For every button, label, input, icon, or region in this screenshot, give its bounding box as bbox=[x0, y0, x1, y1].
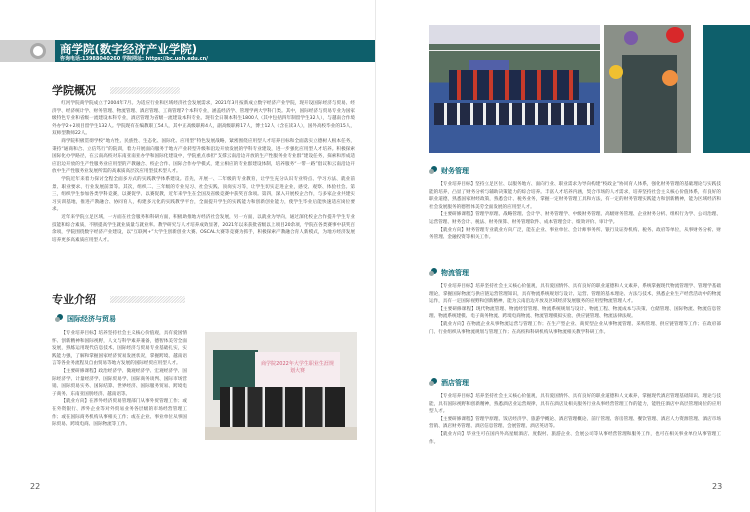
heading-decoration bbox=[110, 296, 185, 303]
bullet-icon bbox=[429, 268, 437, 276]
paragraph: 【专业培养目标】培养坚持社会主义核心价值观，具有爱国情怀、具有良好的职业道德和人文素养，掌握现代酒店管理基础知识、理论与技能，具有国际视野和创新精神，熟悉酒店业运营规律，具有在酒店及相关服务行业从事经营管理工作的能力，能胜任酒店中高层管理岗位的应用型人才。 bbox=[429, 394, 721, 415]
intl-trade-text bbox=[52, 330, 187, 429]
hotel-text bbox=[429, 393, 721, 446]
page-number-left: 22 bbox=[30, 482, 41, 491]
bullet-icon bbox=[429, 378, 437, 386]
paragraph: 【主要研修课程】管理学原理、饭店经济学、旅游学概论、酒店管理概论、前厅管理、客房管理、餐饮管理、酒店人力资源管理、酒店市场营销、酒店财务管理、酒店信息管理、会展管理、酒店英语等。 bbox=[429, 416, 721, 430]
overview-text bbox=[52, 100, 355, 244]
major-title-hotel bbox=[429, 378, 469, 388]
paragraph: 【主要研修课程】政治经济学、微观经济学、宏观经济学、国际经济学、计量经济学、国际贸易学、国际商务谈判、国际市场营销、国际贸易实务、国际结算、世界经济、国际服务贸易、跨境电子商务、东南亚国别经济、越南语等。 bbox=[52, 368, 187, 397]
volleyball-team-photo bbox=[429, 25, 600, 153]
header-gray-band bbox=[0, 40, 55, 62]
paragraph: 近年来学院立足区域，一方面在社会服务和科研方面，积极助推地方经济社会发展，另一方面，以就业为导向，通过深化校企合作提升学生专业技能和综合素质，不断提高学生就业质量与就业率。教学研究与人才培养成效显著，2021年以来获批省级以上项目20余项，学院在各类赛事中获奖百余项，学院围绕数字经济产业建设，以“互联网+”大学生创新创业大赛、OSCAL大赛等竞赛为抓手，积极探索产教融合育人新模式，为地方经济发展培养更多高素质应用型人才。 bbox=[52, 214, 355, 243]
award-ceremony-photo bbox=[205, 332, 357, 440]
paragraph: 【主要研修课程】管理学原理、战略管理、会计学、财务管理学、中级财务管理、高级财务管理、企业财务分析、组织行为学、公司治理、运营管理、财务会计、税法、财务预算、财务管理软件、成本管理会计、绩效评价、审计学。 bbox=[429, 212, 721, 225]
contact-info: 咨询电话:13988040260 学院网址: https://bc.uoh.edu.cn/ bbox=[60, 56, 208, 62]
major-title: 国际经济与贸易 bbox=[67, 315, 116, 323]
overview-heading: 学院概况 bbox=[52, 84, 96, 97]
heading-decoration bbox=[110, 87, 180, 94]
bullet-icon bbox=[429, 166, 437, 174]
college-title: 商学院(数字经济产业学院) bbox=[60, 42, 198, 56]
paragraph: 【专业培养目标】培养坚持社会主义核心价值观，具有爱国情怀、具有良好的职业道德和人文素养，系统掌握现代物流管理学、管理学基础理论，掌握国际物流与供应链运营管理知识，具有物流系统规划与设计、运营、管理的基本理论、方法与技术，熟悉企业生产经营活动中的物流运作，具有一定国际视野和创新精神，能为云南沿边开放及区域经济发展服务的应用型物流管理人才。 bbox=[429, 284, 721, 305]
major-title: 物流管理 bbox=[441, 269, 469, 277]
bullet-icon bbox=[55, 314, 63, 322]
major-title: 财务管理 bbox=[441, 167, 469, 175]
industry-base-sign-photo bbox=[604, 25, 691, 153]
paragraph: 商学院积极贯彻学校“地方性、民族性、生态化、国际化、应用型”特色发展战略，紧密围绕应用型人才培养目标和全面落实立德树人根本任务，秉持“通商和合、立信笃行”的院训，着力开展面向服务于地方产业转型升级和沿边开放发展的学科专业建设，进一步强化应用型人才培养。积极探索国际化办学路径，在云南高校对东南亚南亚办学和国际化建设中，学院重点承担“支撑云南沿边开放的生产性服务业专业群”建设任务，探索和形成适应沿边开放的生产性服务业应用型的产教融合、校企合作、国际合作办学模式，建立相应的专业群建设体制，培养服务“一带一路”倡议和云南沿边开放中生产性服务业发展所需的高素质高层次应用型技术型人才。 bbox=[52, 138, 355, 175]
paragraph: 【主要研修课程】现代物流管理、物流经营管理、物流系统规划与设计、物流工程、物流成本与决策、仓储管理、国际物流、物流信息管理、物流系统建模、电子商务物流、跨境电商物流、物流管理模拟实验、供应链管理、物流法律法规。 bbox=[429, 306, 721, 320]
paragraph: 【就业方向】毕业生可在国内外高星级酒店、度假村、旅游企业、会展公司等从事经营管理和服务工作，也可在相关事业单位从事管理工作。 bbox=[429, 431, 721, 445]
paragraph: 【就业方向】财务管理专业就业方向广泛，能在企业、事业单位、会计师事务所、银行及证券机构、税务、政府等单位，从事财务分析、财务管理、金融投资等相关工作。 bbox=[429, 227, 721, 241]
logistics-text bbox=[429, 283, 721, 336]
paragraph: 学院近年来着力探讨全程全面多方式的实践教学体系建设。首先，开展一、二年级的专业教育，让学生充分认识专业特点、学习方法、就业前景、职业要求、行业发展前景等。其次，组织二、三年级的专业见习、社会实践、顶岗实习等，让学生切实走进企业，感受、观察、体验社会。第三，组织学生参加各类学科竞赛，以赛促学、以赛促教，近年来学生在全国及省级竞赛中获奖百余项。第四，深入开展校企合作，与多家企业共建实习实训基地，推进产教融合、协同育人，构建多元化的实践教学平台，全面提升学生的实践能力和创新创业能力，使学生毕业后能快速适应岗位要求。 bbox=[52, 176, 355, 213]
major-title-logistics bbox=[429, 268, 469, 278]
majors-heading: 专业介绍 bbox=[52, 293, 96, 306]
finance-text bbox=[429, 181, 721, 242]
major-title-intl-trade bbox=[55, 314, 116, 324]
major-title-finance bbox=[429, 166, 469, 176]
paragraph: 红河学院商学院成立于2004年7月。为适应行业和区域经济社会发展需求，2021年3月按新成立数字经济产业学院，现开设国际经济与贸易、经济学、经济统计学、财务管理、物流管理、酒店管理、工商管理7个本科专业，涵盖经济学、管理学两大学科门类。其中，国际经济与贸易专业为国家级特色专业和省级一流建设本科专业，酒店管理为省级一流建设本科专业。现有全日制本科生1800人（其中包括四年制留学生32人），与越南合作境外办学2+2项目留学生132人。学院现有在编教职工54人，其中正高级职称4人，副高级职称17人，博士12人（含在读3人），国外高校毕业的15人，双师型教师22人。 bbox=[52, 101, 355, 137]
page-number-right: 23 bbox=[712, 482, 723, 491]
major-title: 酒店管理 bbox=[441, 379, 469, 387]
paragraph: 【专业培养目标】培养坚持社会主义核心价值观，具有爱国情怀、创新精神和国际视野，人文与科学素养兼备，德智体美劳全面发展，熟练运用现代信息技术，国际经济与贸易专业基础扎实，实践能力强，了解和掌握国家经济贸易发展状况，掌握跨境、越南语言等各业务流程及自由贸易等地方发展的国际经贸应用型人才。 bbox=[52, 331, 187, 367]
teal-decoration-block bbox=[703, 25, 750, 153]
right-page bbox=[375, 0, 750, 512]
paragraph: 【就业方向】在物流企业从事物流运营与管理工作；在生产型企业、商贸型企业从事物流管理、采购管理、供应链管理等工作；在政府部门、行业组织从事物流规划与管理工作；在高校和科研机构从事物流相关教学科研工作。 bbox=[429, 321, 721, 335]
paragraph: 【就业方向】在涉外经济贸易管理部门从事外贸管理工作；或在外资银行、涉外企业等对外贸易业务各层级的市场经营管理工作；或在国际商务机构从事相关工作；或在企业、事业单位从事国际贸易、跨境电商、国际物流等工作。 bbox=[52, 399, 187, 428]
school-logo-icon bbox=[30, 43, 46, 59]
photo-screen-caption: 商学院2022年大学生职业生涯规划大赛 bbox=[255, 352, 340, 400]
paragraph: 【专业培养目标】坚持立足区位、以服务地方、面向行业、职业需求为导向构建“校政企”协同育人体系，强化财务管理的基础理论与实践技能的培养，凸显了财务分析与辅助决策能力的综合培养。丰富人才培养内涵，契合市场的人才需求，培养坚持社会主义核心价值体系，有良好的职业道德，熟悉国家财经政策，熟悉会计、税务业务，掌握一定财务管理工具和方法，有一定的财务管理实践能力和创新精神，能为区域经济和社会发展服务的德智体美劳全面发展的应用型人才。 bbox=[429, 182, 721, 210]
